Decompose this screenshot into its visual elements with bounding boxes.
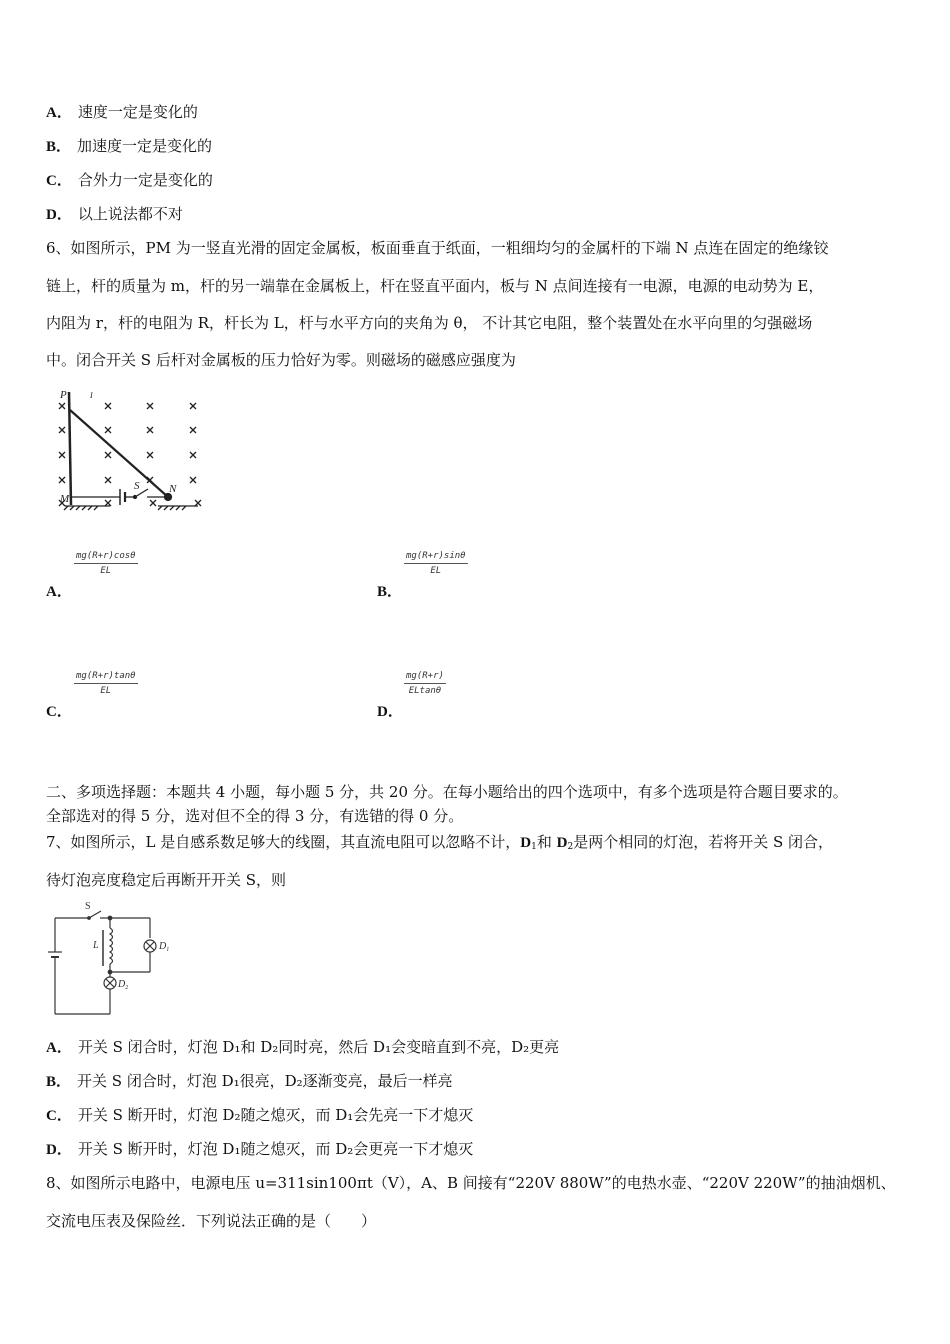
q7-figure-inductor-circuit: [40, 896, 190, 1024]
q6-option-c-formula: $\frac{mg(R+r)\tan\theta}{EL}$: [76, 671, 136, 696]
label-n: N: [169, 483, 177, 495]
q6-stem-line-2: 链上，杆的质量为 m，杆的另一端靠在金属板上，杆在竖直平面内，板与 N 点间连接有一电源，电源的电动势为 E，: [46, 277, 824, 295]
q6-option-c-label: C．: [46, 704, 72, 720]
section2-instructions-line-2: 全部选对的得 5 分，选对但不全的得 3 分，有选错的得 0 分。: [46, 807, 464, 825]
q8-stem-line-1: 8、如图所示电路中，电源电压 u=311sin100πt（V），A、B 间接有“220V 880W”的电热水壶、“220V 220W”的抽油烟机、: [46, 1174, 896, 1192]
q8-stem-line-2: 交流电压表及保险丝．下列说法正确的是（ ）: [46, 1212, 377, 1230]
q6-figure-rod-magnetic-field: [50, 388, 220, 513]
section2-instructions-line-1: 二、多项选择题：本题共 4 小题，每小题 5 分，共 20 分。在每小题给出的四个选项中，有多个选项是符合题目要求的。: [46, 783, 848, 801]
label-current: I: [90, 391, 93, 400]
label-s: S: [85, 901, 91, 912]
q6-option-a-label: A．: [46, 584, 72, 600]
q6-option-b-formula: $\frac{mg(R+r)\sin\theta}{EL}$: [406, 551, 466, 576]
label-s: S: [134, 480, 140, 492]
q5-option-a: A． 速度一定是变化的: [46, 103, 198, 121]
q7-option-c: C． 开关 S 断开时，灯泡 D₂随之熄灭，而 D₁会先亮一下才熄灭: [46, 1106, 474, 1124]
q6-option-d-formula: $\frac{mg(R+r)}{ELtan\theta}$: [406, 671, 444, 696]
q6-option-a-formula: $\frac{mg(R+r)\cos\theta}{EL}$: [76, 551, 136, 576]
q7-stem-line-1: 7、如图所示，L 是自感系数足够大的线圈，其直流电阻可以忽略不计，$D_1$和 $D_2$是两个相同的灯泡，若将开关 S 闭合，: [46, 833, 834, 852]
q7-stem-line-2: 待灯泡亮度稳定后再断开开关 S，则: [46, 871, 287, 889]
label-p: P: [60, 389, 67, 401]
q5-option-d: D． 以上说法都不对: [46, 205, 183, 223]
q6-stem-line-3: 内阻为 r，杆的电阻为 R，杆长为 L，杆与水平方向的夹角为 θ， 不计其它电阻，整个装置处在水平向里的匀强磁场: [46, 314, 813, 332]
label-d1: $D_1$: [159, 941, 170, 953]
q6-option-b-label: B．: [377, 584, 403, 600]
q7-option-a: A． 开关 S 闭合时，灯泡 D₁和 D₂同时亮，然后 D₁会变暗直到不亮，D₂更亮: [46, 1038, 560, 1056]
label-l: L: [93, 940, 99, 951]
q5-option-b: B． 加速度一定是变化的: [46, 137, 213, 155]
q6-stem-line-4: 中。闭合开关 S 后杆对金属板的压力恰好为零。则磁场的磁感应强度为: [46, 351, 516, 369]
q7-option-d: D． 开关 S 断开时，灯泡 D₁随之熄灭，而 D₂会更亮一下才熄灭: [46, 1140, 474, 1158]
q6-option-d-label: D．: [377, 704, 403, 720]
q5-option-c: C． 合外力一定是变化的: [46, 171, 213, 189]
q7-option-b: B． 开关 S 闭合时，灯泡 D₁很亮，D₂逐渐变亮，最后一样亮: [46, 1072, 453, 1090]
q6-stem-line-1: 6、如图所示，PM 为一竖直光滑的固定金属板，板面垂直于纸面，一粗细均匀的金属杆的下端 N 点连在固定的绝缘铰: [46, 239, 829, 257]
label-m: M: [60, 493, 70, 505]
label-d2: $D_2$: [118, 979, 129, 991]
